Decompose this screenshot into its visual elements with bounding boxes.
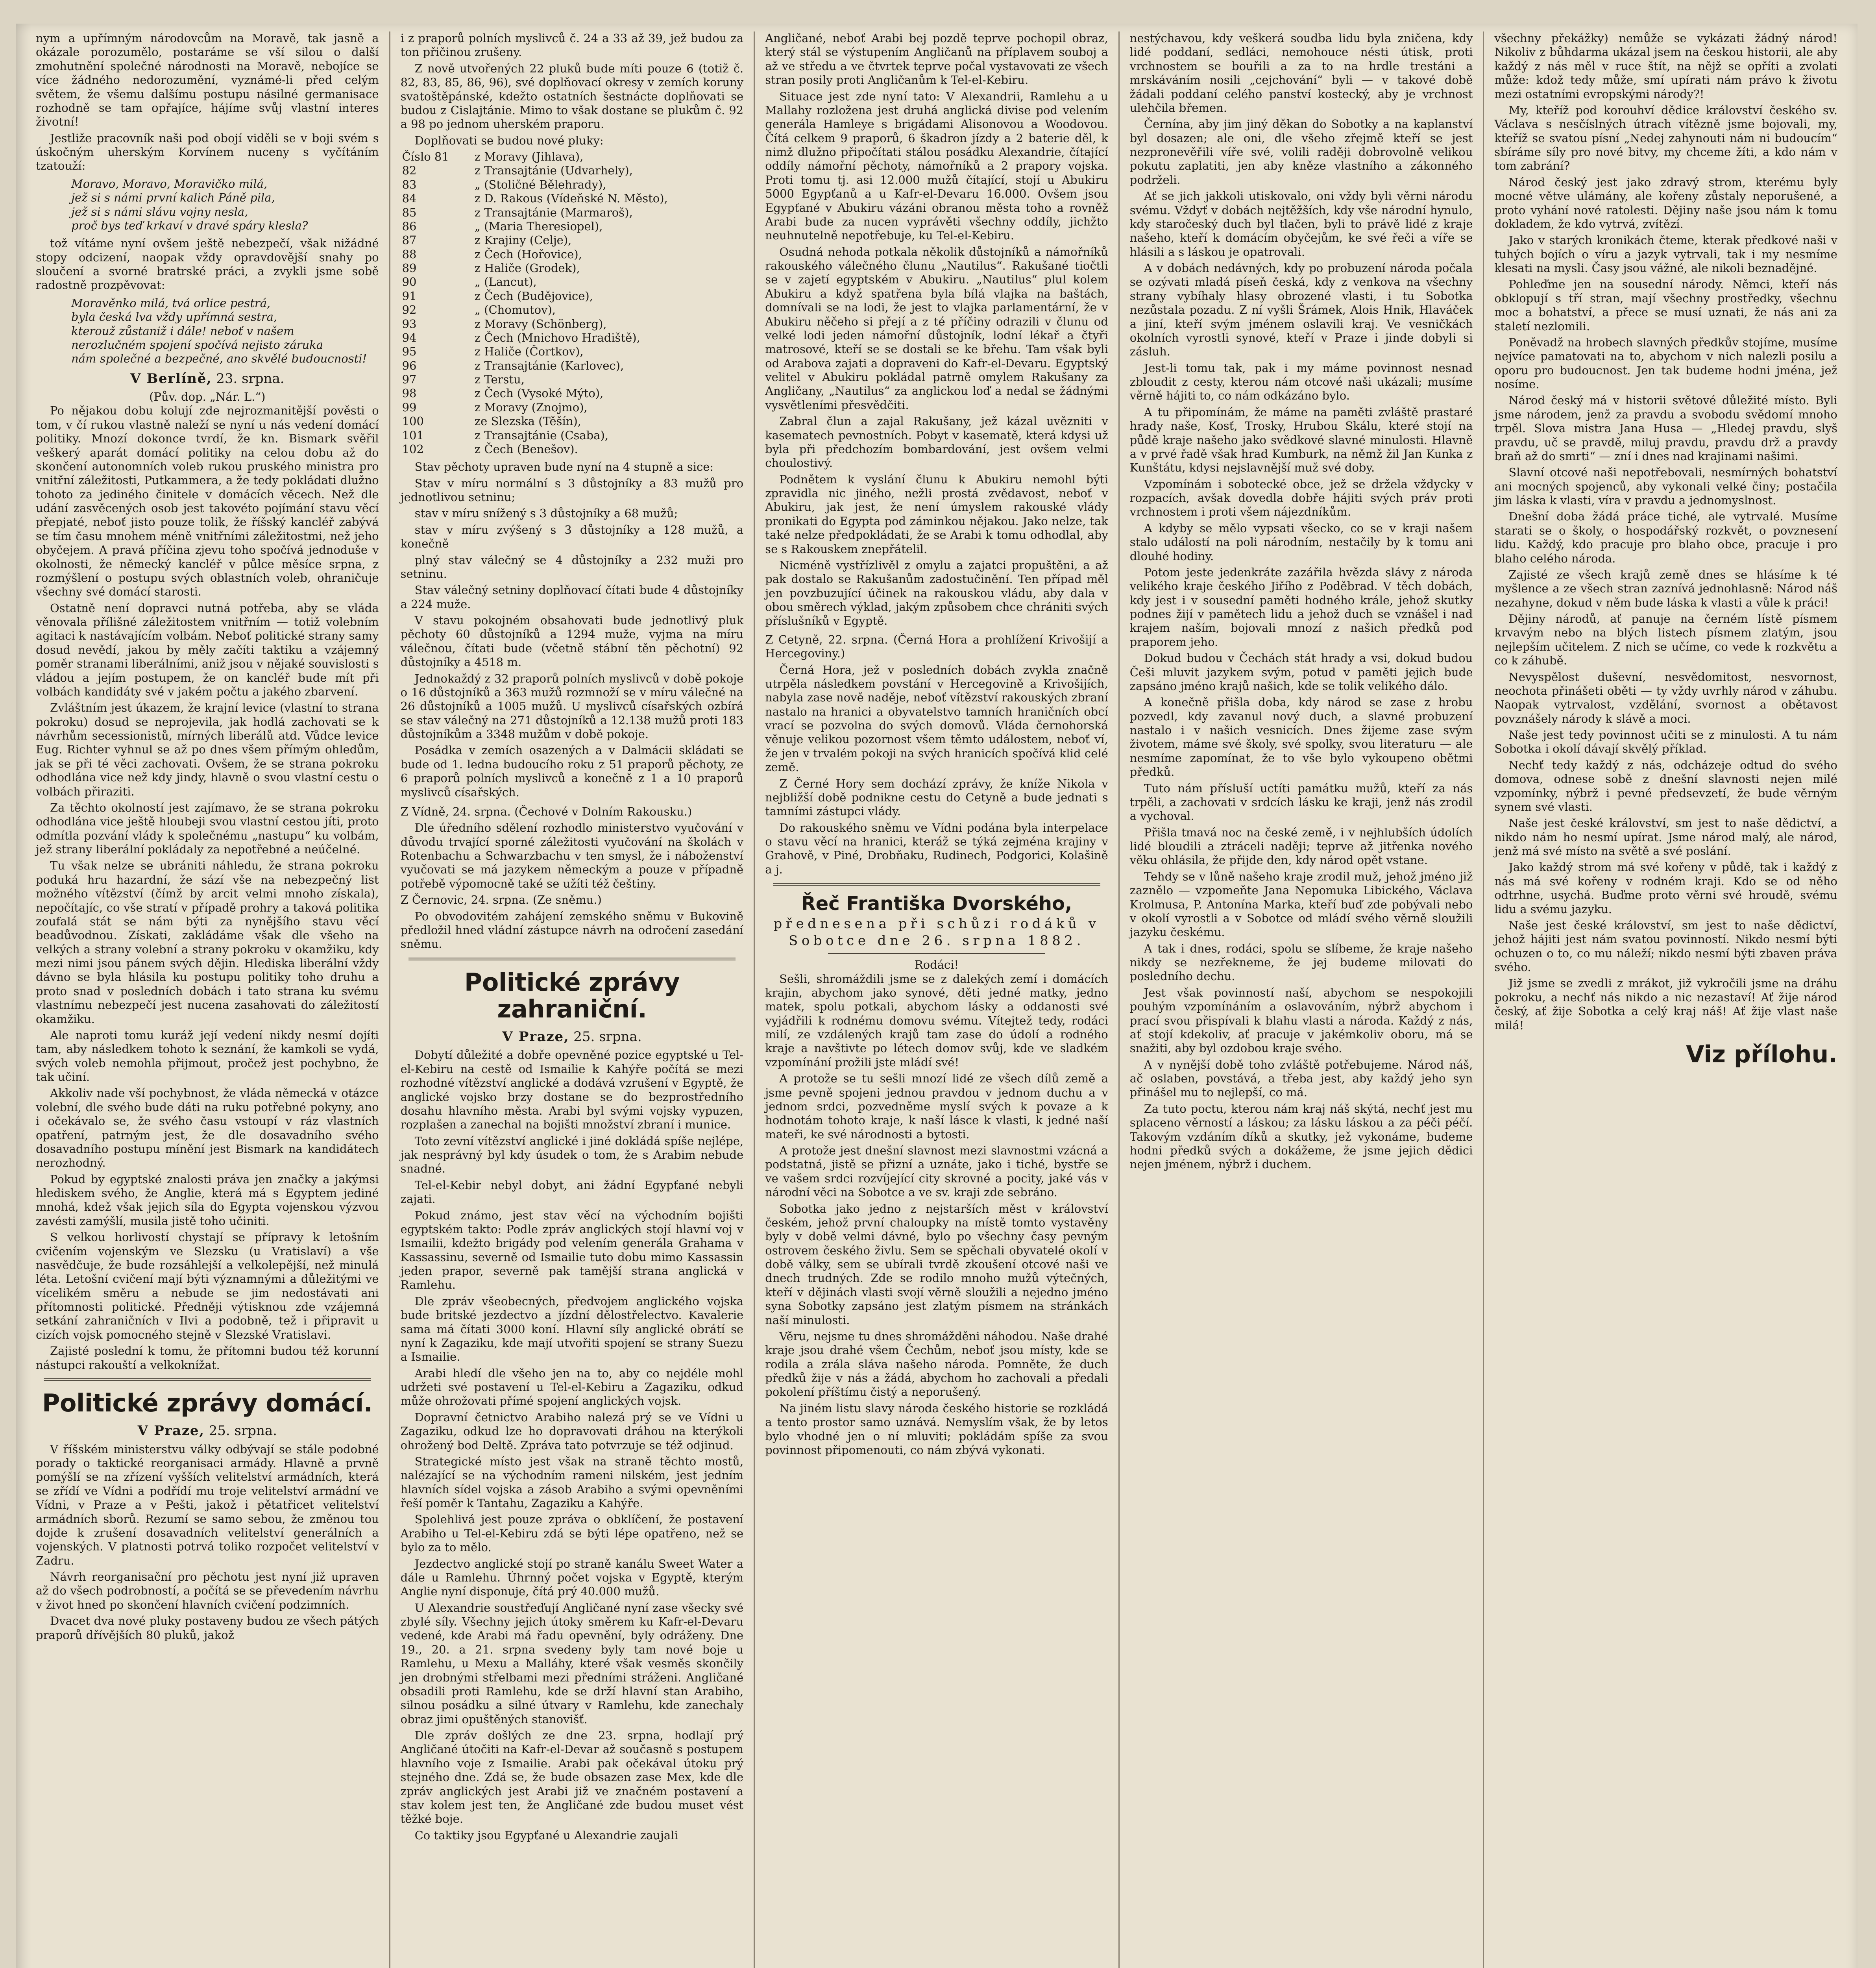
speech-paragraph: Národ český má v historii světové důležité místo. Byli jsme národem, jenž za pravdu a svobodu svědomí mnoho trpěl. Slova mistra Jana Husa — „Hledej pravdu, slyš pravdu, uč se pravdě, miluj pravdu, pravdu drž a pravdy braň až do smrti“ — zní i dnes nad krajinami našimi. — [1494, 394, 1837, 463]
poem-line: Moravo, Moravo, Moravičko milá, — [71, 177, 268, 191]
regiment-origin: z Krajiny (Celje), — [474, 233, 572, 247]
speech-paragraph: všechny překážky) nemůže se vykázati žádný národ! Nikoliv z bůhdarma ukázal jsem na českou historii, ale aby každý z nás měl v ruce štít, na nějž se opříti a zvolati může: kdož tedy může, smí upírati nám právo k životu mezi ostatními evropskými národy?! — [1494, 31, 1837, 101]
article-paragraph: Návrh reorganisační pro pěchotu jest nyní již upraven až do všech podrobností, a počítá se se převedením návrhu v život hned po skončení hlavních cvičení podzimních. — [36, 1570, 379, 1611]
article-paragraph: Pokud by egyptské znalosti práva jen značky a jakýmsi hlediskem svého, že Anglie, která má s Egyptem jediné mnohá, kdež však jejich síla do Egypta vojenskou výzvou zavésti zamýšlí, musila jistě toho učiniti. — [36, 1172, 379, 1228]
article-paragraph: Dopravní četnictvo Arabiho nalezá prý se ve Vídni u Zagaziku, odkud lze ho dopravovati dráhou na kterýkoli ohrožený bod Deltě. Zpráva tato potvrzuje se též odjinud. — [400, 1410, 744, 1452]
speech-paragraph: Jest však povinností naší, abychom se nespokojili pouhým vzpomínáním a oslavováním, nýbrž abychom i prací svou přispívali k blahu vlasti a národa. Každý z nás, ať stojí kdekoliv, ať pracuje v jakémkoliv oboru, má se snažiti, aby byl ozdobou kraje svého. — [1129, 986, 1473, 1055]
columns — [26, 31, 1848, 1968]
regiment-number: 100 — [402, 414, 424, 428]
regiment-origin: z Transajtánie (Udvarhely), — [474, 164, 633, 178]
speech-heading — [765, 892, 1108, 949]
table-row — [401, 331, 744, 345]
dateline-cetinje: Z Cetyně, 22. srpna. (Černá Hora a prohlížení Krivošijí a Hercegoviny.) — [765, 633, 1108, 660]
article-paragraph: Zabral člun a zajal Rakušany, jež kázal uvězniti v kasematech pevnostních. Pobyt v kasematě, která kdysi už byla při předchozím bombardování, jest ovšem velmi choulostivý. — [765, 414, 1108, 470]
speech-paragraph: Černína, aby jim jiný děkan do Sobotky a na kaplanství byl dosazen; ale oni, dle všeho zřejmě kteří se jest nezpronevěřili víře své, volili raději dobrovolně velikou pokutu zaplatiti, jen aby kněze vlastního a zákonného podrželi. — [1129, 117, 1473, 187]
section-divider — [44, 1378, 371, 1381]
column-5 — [1484, 31, 1848, 1968]
speech-paragraph: Sobotka jako jedno z nejstarších měst v království českém, jehož první chaloupky na místě tomto vystavěny byly v době velmi dávné, bylo po všechny časy pevným ostrovem českého živlu. Sem se spěchali obyvatelé okolí v době války, sem se ubírali tvrdě zkoušení otcové naši ve dnech trudných. Zde se rodilo mnoho mužů výtečných, kteří v dějinách vlasti svojí věrně sloužili a nejedno jméno syna Sobotky zapsáno jest zlatým písmem na stránkách naší minulosti. — [765, 1202, 1108, 1327]
regiment-number: 92 — [402, 303, 417, 317]
article-paragraph: Jezdectvo anglické stojí po straně kanálu Sweet Water a dále u Ramlehu. Úhrnný počet vojska v Egyptě, kterým Anglie nyní disponuje, čítá prý 40.000 mužů. — [400, 1557, 744, 1598]
dateline-prague — [401, 1029, 744, 1045]
table-row — [401, 150, 744, 164]
dateline-date: 25. srpna. — [573, 1029, 642, 1045]
regiment-number: 83 — [402, 178, 417, 191]
regiment-number: 102 — [402, 442, 424, 456]
regiment-number: 93 — [402, 317, 417, 331]
column-1 — [26, 31, 390, 1968]
article-paragraph: Arabi hledí dle všeho jen na to, aby co nejdéle mohl udržeti své postavení u Tel-el-Kebiru a Zagaziku, odkud může ohrožovati přímé spojení anglických vojsk. — [400, 1366, 744, 1408]
regiment-origin: z Moravy (Jihlava), — [474, 150, 584, 163]
column-4 — [1120, 31, 1484, 1968]
regiment-origin: „ (Maria Theresiopel), — [474, 219, 603, 233]
dateline-prague — [36, 1423, 379, 1439]
article-paragraph: stav v míru snížený s 3 důstojníky a 68 mužů; — [414, 507, 678, 520]
poem-stanza — [71, 177, 379, 233]
speech-paragraph: Dokud budou v Čechách stát hrady a vsi, dokud budou Češi mluvit jazykem svým, potud v paměti jejich bude zapsáno jméno krajů našich, kde se tolik velikého dálo. — [1129, 651, 1473, 693]
article-paragraph: Dle zpráv všeobecných, předvojem anglického vojska bude britské jezdectvo a jízdní dělostřelectvo. Kavalerie sama má čítati 3000 koní. Hlavní síly anglické obrátí se nyní k Zagaziku, kde mají utvořiti spojení se strany Suezu a Ismailie. — [400, 1294, 744, 1364]
regiment-number: 97 — [402, 373, 417, 386]
speech-paragraph: A kdyby se mělo vypsati všecko, co se v kraji našem stalo událostí na poli národním, nestačily by k tomu ani dlouhé hodiny. — [1129, 521, 1473, 563]
article-paragraph: Za těchto okolností jest zajímavo, že se strana pokroku odhodlána vice ještě hloubeji svou vlastní cestou jíti, proto odmítla pozvání vlády k společnému „nastupu“ ku volbám, jež strany liberální pokládaly za nepotřebné a neúčelné. — [36, 801, 379, 856]
regiment-number: 88 — [402, 247, 417, 261]
article-paragraph: U Alexandrie soustřeďují Angličané nyní zase všecky své zbylé síly. Všechny jejich útoky směrem ku Kafr-el-Devaru vedené, kde Arabi má řadu opevnění, byly odráženy. Dne 19., 20. a 21. srpna svedeny byly tam nové boje u Ramlehu, u Mexu a Malláhy, které však vesměs skončily jen drobnými střelbami mezi předními stráženi. Angličané obsadili proti Ramlehu, kde se drží hlavní stan Arabiho, silnou posádku a silné útvary v Ramlehu, kde zanechaly obraz jimi opuštěných stanovišť. — [400, 1601, 744, 1726]
speech-paragraph: Jako v starých kronikách čteme, kterak předkové naši v tuhých bojích o víru a jazyk vytrvali, tak i my nesmíme klesati na mysli. Časy jsou vážné, ale nikoli beznadějné. — [1494, 233, 1837, 275]
article-paragraph: stav v míru zvýšený s 3 důstojníky a 128 mužů, a konečně — [400, 523, 744, 551]
column-3 — [755, 31, 1120, 1968]
poem-line: kterouž zůstaniž i dále! neboť v našem — [71, 324, 294, 338]
regiment-origin: z Terstu, — [474, 373, 525, 386]
regiment-origin: „ (Lancut), — [474, 275, 537, 289]
article-paragraph: Černá Hora, jež v posledních dobách zvykla značně utrpěla následkem povstání v Hercegovině a Krivošijích, nabyla zase nově naděje, neboť vítězství rakouských zbraní nastalo na hranici a obyvatelstvo tamních hraničních obcí vrací se pozvolna do svých domovů. Vláda černohorská věnuje velikou pozornost všem těmto událostem, neboť ví, že jen v trvalém pokoji na svých hranicích spočívá klid celé země. — [765, 663, 1108, 774]
table-row — [401, 414, 744, 428]
speech-paragraph: A protože jest dnešní slavnost mezi slavnostmi vzácná a podstatná, jistě se přizní a uznáte, jako i tiché, bystře se ve vašem srdci rozvíjející city skrovné a pocity, jaké vás v národní věci na Sobotce a ve sv. kraji zde sebráno. — [765, 1144, 1108, 1199]
regiment-origin: z Moravy (Schönberg), — [474, 317, 607, 331]
short-divider — [828, 953, 1045, 954]
article-paragraph: Spolehlivá jest pouze zpráva o obklíčení, že postavení Arabiho u Tel-el-Kebiru zdá se býti lépe opatřeno, než se bylo za to mělo. — [400, 1513, 744, 1554]
regiment-origin: „ (Stoličné Bělehrady), — [474, 178, 606, 191]
regiment-origin: z Haliče (Grodek), — [474, 261, 580, 275]
article-paragraph: Co taktiky jsou Egypťané u Alexandrie zaujali — [414, 1828, 678, 1842]
speech-paragraph: A protože se tu sešli mnozí lidé ze všech dílů země a jsme pevně spojeni jednou pravdou v jednom duchu a v jednom srdci, pozvedněme myslí svých k povaze a k hodnotám tohoto kraje, k naší lásce k vlasti, k jedné naší mateři, ke své národnosti a bytosti. — [765, 1072, 1108, 1141]
regiment-table — [401, 150, 744, 456]
article-paragraph: i z praporů polních myslivců č. 24 a 33 až 39, jež budou za ton přičinou zrušeny. — [400, 31, 744, 59]
poem-line: proč bys teď krkaví v dravé spáry klesla? — [71, 218, 308, 232]
table-row — [401, 233, 744, 247]
regiment-origin: z Transajtánie (Csaba), — [474, 428, 609, 442]
article-paragraph: Stav válečný setniny doplňovací čítati bude 4 důstojníky a 224 muže. — [400, 583, 744, 611]
regiment-number: 101 — [402, 428, 424, 442]
regiment-number: 87 — [402, 233, 417, 247]
table-row — [401, 442, 744, 456]
article-paragraph: Pokud známo, jest stav věcí na východním bojišti egyptském takto: Podle zpráv anglických stojí hlavní voj v Ismailii, kdežto brigády pod velením generála Grahama v Kassassinu, severně od Ismailie tuto dobu mimo Kassassin jeden prapor, severně pak tamější strana anglická v Ramlehu. — [400, 1208, 744, 1292]
speech-paragraph: Vzpomínám i sobotecké obce, jež se držela vždycky v rozpacích, avšak dovedla dobře hájiti svých práv proti vrchnostem i proti všem nájezdníkům. — [1129, 477, 1473, 519]
speech-paragraph: Již jsme se zvedli z mrákot, již vykročili jsme na dráhu pokroku, a nechť nás nikdo a nic nezastaví! Ať žije národ český, ať žije Sobotka a celý kraj náš! Ať žije vlast naše milá! — [1494, 977, 1837, 1032]
speech-paragraph: Jako každý strom má své kořeny v půdě, tak i každý z nás má své kořeny v rodném kraji. Kdo se od něho odtrhne, usychá. Buďme proto věrni své hroudě, svému lidu a svému jazyku. — [1494, 860, 1837, 916]
article-paragraph: Strategické místo jest však na straně těchto mostů, nalézající se na východním rameni nilském, jest jedním hlavních sídel vojska a zásob Arabiho a svými opevněními řeší poměr k Tantahu, Zagaziku a Kahýře. — [400, 1454, 744, 1510]
article-paragraph: V stavu pokojném obsahovati bude jednotlivý pluk pěchoty 60 důstojníků a 1294 muže, vyjma na míru válečnou, čítati bude (včetně stábní těn pěchotní) 92 důstojníky a 4518 m. — [400, 614, 744, 669]
speech-paragraph: Tuto nám přísluší uctíti památku mužů, kteří za nás trpěli, a zachovati v srdcích lásku ke kraji, jenž nás zrodil a vychoval. — [1129, 781, 1473, 823]
regiment-origin: z Čech (Hořovice), — [474, 247, 582, 261]
table-row — [401, 345, 744, 359]
regiment-origin: z Čech (Vysoké Mýto), — [474, 387, 604, 400]
speech-paragraph: A tu připomínám, že máme na paměti zvláště prastaré hrady naše, Kosť, Trosky, Hrubou Skálu, které stojí na půdě kraje našeho jako svědkové slavné minulosti. Hlavně a v prvé řadě však hrad Kumburk, na němž žil Jan Kunka z Kunštátu, kdysi nejslavnější muž své doby. — [1129, 405, 1473, 475]
poem-line: Moravěnko milá, tvá orlice pestrá, — [71, 296, 271, 310]
speech-paragraph: Pohleďme jen na sousední národy. Němci, kteří nás obklopují s tří stran, mají všechny prostředky, všechnu moc a bohatství, a přece se musí uznati, že nás ani za staletí nezlomili. — [1494, 277, 1837, 333]
regiment-number: 89 — [402, 261, 417, 275]
section-heading-domestic: Politické zprávy domácí. — [42, 1388, 373, 1417]
table-row — [401, 303, 744, 317]
speech-paragraph: Tehdy se v lůně našeho kraje zrodil muž, jehož jméno již zaznělo — vzpomeňte Jana Nepomuka Libického, Václava Krolmusa, P. Antonína Marka, kteří buď zde pobývali nebo v okolí vyrostli a v Sobotce od mládí svého věrně sloužili jazyku českému. — [1129, 869, 1473, 939]
table-row — [401, 387, 744, 400]
speech-salutation: Rodáci! — [914, 958, 959, 972]
article-paragraph: Podnětem k vyslání člunu k Abukiru nemohl býti zpravidla nic jiného, nežli prostá zvědavost, neboť v Abukiru, jak jest, že není úmyslem rakouské vlády pronikati do Egypta pod záminkou nějakou. Jako nelze, tak také nelze předpokládati, že se Arabi k tomu odhodlal, aby se s Rakouskem znepřátelil. — [765, 472, 1108, 556]
table-row — [401, 261, 744, 275]
poem-line: jež si s námi slávu vojny nesla, — [71, 205, 248, 218]
speech-paragraph: Sešli, shromáždili jsme se z dalekých zemí i domácích krajin, abychom jako synové, děti jedné matky, jedno matek, spolu potkali, abychom lásky a oddanosti své vyjádřili k rodnému domovu svému. Vítejtež tedy, rodáci milí, ze vzdálených krajů tam zase do údolí a rodného kraje a navštivte po létech domov svůj, kde ve sladkém vzpomínání prožili jste mládí své! — [765, 972, 1108, 1069]
article-paragraph: Zvláštním jest úkazem, že krajní levice (vlastní to strana pokroku) dosud se neprojevila, jak hodlá zachovati se k návrhům secessionistů, mírných liberálů atd. Vůdce levice Eug. Richter vyhnul se až po dnes všem přímým ohledům, jak se při té věci zachovati. Ovšem, že se strana pokroku odhodlána vice než kdy jindy, hlavně o svou vlastní cestu o volbách přiraziti. — [36, 701, 379, 798]
article-paragraph: Po obvodovitém zahájení zemského sněmu v Bukovině předložil hned vládní zástupce návrh na odročení zasedání sněmu. — [400, 909, 744, 951]
table-row — [401, 401, 744, 414]
table-row — [401, 178, 744, 192]
article-paragraph: Stav v míru normální s 3 důstojníky a 83 mužů pro jednotlivou setninu; — [400, 476, 744, 504]
table-row — [401, 164, 744, 178]
regiment-origin: z Čech (Budějovice), — [474, 289, 593, 303]
dateline-place: V Berlíně, — [130, 370, 212, 387]
speech-paragraph: Poněvadž na hrobech slavných předkův stojíme, musíme nejvíce pamatovati na to, abychom v nich nalezli posilu a oporu pro budoucnost. Jen tak budeme hodni jména, jež nosíme. — [1494, 335, 1837, 391]
speech-paragraph: Nechť tedy každý z nás, odcházeje odtud do svého domova, odnese sobě z dnešní slavnosti nejen milé vzpomínky, nýbrž i pevné předsevzetí, že bude věrným synem své vlasti. — [1494, 758, 1837, 814]
article-paragraph: Nicméně vystřízlivěl z omylu a zajatci propuštěni, a až pak dostalo se Rakušanům zadostučinění. Ten případ měl jen povzbuzující účinek na rakouskou vládu, aby dala v obou směrech výklad, jakým způsobem chce chrániti svých příslušníků v Egyptě. — [765, 558, 1108, 628]
regiment-number: 99 — [402, 400, 417, 414]
table-row — [401, 206, 744, 220]
regiment-origin: z Transajtánie (Marmaroš), — [474, 205, 633, 219]
article-paragraph: Jestliže pracovník naši pod obojí viděli se v boji svém s úskočným uherským Korvínem nuceny s vyčítáním tzatouží: — [36, 131, 379, 173]
article-paragraph: V říšském ministerstvu války odbývají se stále podobné porady o taktické reorganisaci armády. Hlavně a prvně pomýšlí se na zřízení vyšších velitelství armádních, která se zřídí ve Vídni a podřídí mu troje velitelství armádní ve Vídni, v Praze a v Pešti, jakož i pětatřicet velitelství armádních sborů. Rezumí se samo sebou, že změnou tou dojde k zrušení dosavadních velitelství generálních a vojenských. V platnosti potrvá toliko rozpočet velitelství v Zadru. — [36, 1442, 379, 1567]
dateline-source: (Pův. dop. „Nár. L.“) — [149, 390, 266, 404]
article-paragraph: Osudná nehoda potkala několik důstojníků a námořníků rakouského válečného člunu „Nautilus“. Rakušané tiočtli se v zajetí egyptském v Abukiru. „Nautilus“ plul kolem Abukiru a když spatřena byla bílá vlajka na baštách, domnívali se na lodi, že jest to vlajka parlamentární, že v Abukiru něčeho si přejí a z té příčiny odrazili v člunu od velké lodi jeden námořní důstojník, lodní lékař a čtyři matrosové, kteří se se dostali se ke břehu. Tam však byli od Arabova zajati a dopraveni do Kafr-el-Devaru. Egyptský velitel v Abukiru pokládal patrně omylem Rakušany za Angličany, „Nautilus“ za anglickou loď a nedal se žádnými vysvětleními přesvědčiti. — [765, 245, 1108, 412]
speech-paragraph: Dějiny národů, ať panuje na černém lístě písmem krvavým nebo na blých listech písmem zlatým, jsou nejlepším učitelem. Z nich se učíme, co vede k rozkvětu a co k záhubě. — [1494, 612, 1837, 668]
article-paragraph: S velkou horlivostí chystají se přípravy k letošním cvičením vojenským ve Slezsku (u Vratislaví) a vše nasvědčuje, že bude rozsáhlejší a velkolepější, než minulá léta. Letošní cvičení mají býti významnými a důležitými ve vícelikém směru a nebude se jim nedostávati ani přítomnosti politické. Předněji výtisknou zde vzájemná setkání zahraničních v Ilvi a podobně, tež i připravit u cizích vojsk pomocného stejně v Slezské Vratislavi. — [36, 1230, 379, 1341]
regiment-number: 90 — [402, 275, 417, 289]
article-paragraph: Dvacet dva nové pluky postaveny budou ze všech pátých praporů dřívějších 80 pluků, jakož — [36, 1614, 379, 1642]
article-paragraph: Doplňovati se budou nové pluky: — [414, 133, 604, 147]
poem-line: byla česká lva vždy upřímná sestra, — [71, 310, 277, 324]
article-paragraph: Dobytí důležité a dobře opevněné pozice egyptské u Tel-el-Kebiru na cestě od Ismailie k Kahýře počítá se mezi rozhodné vítězství anglické a dodává vzrušení v Egyptě, že anglické vojsko brzy dostane se do bezprostředního dosahu hlavního města. Arabi byl svými vojsky vypuzen, rozplašen a zanechal na bojišti množství zbraní i munice. — [400, 1048, 744, 1132]
article-paragraph: Situace jest zde nyní tato: V Alexandrii, Ramlehu a u Mallahy rozložena jest druhá anglická divise pod velením generála Hamleye s brigádami Alisonovou a Woodovou. Čítá celkem 9 praporů, 6 škadron jízdy a 2 baterie děl, k nimž dlužno připočítati stálou posádku Alexandrie, čítající oddíly námořní pěchoty, námořníků a 2 prapory vojska. Proti tomu tj. asi 12.000 mužů čítající, stojí u Abukiru 5000 Egypťanů a u Kafr-el-Devaru 16.000. Ovšem jsou Egypťané v Abukiru vázáni obranou města toho a rovněž Arabi bude za nucen vyprávěti všechny oddíly, jichžto neuhnutelně nepotřebuje, ku Tel-el-Kebiru. — [765, 89, 1108, 242]
column-2 — [390, 31, 755, 1968]
speech-paragraph: nestýchavou, kdy veškerá soudba lidu byla zničena, kdy lidé poddaní, sedláci, nemohouce nésti útisk, proti vrchnostem se bouřili a za to na hrdle trestáni a mrskáváním nosili „cejchování“ byli — v takové době žádali poddaní celého panství kostecký, aby je vrchnost ulehčila břemen. — [1129, 31, 1473, 115]
speech-paragraph: Zajisté ze všech krajů země dnes se hlásíme k té myšlence a ze všech stran zaznívá jednohlasně: Národ náš nezahyne, dokud v něm bude láska k vlasti a vůle k práci! — [1494, 568, 1837, 609]
article-paragraph: Ale naproti tomu kuráž její vedení nikdy nesmí dojíti tam, aby následkem tohoto k seznání, že kamkoli se vydá, svých voleb nemohla přijmout, pročež jest pochybno, že tak učiní. — [36, 1028, 379, 1084]
regiment-number: 95 — [402, 345, 417, 359]
article-paragraph: Do rakouského sněmu ve Vídni podána byla interpelace o stavu věcí na hranici, kteráž se týká zejména krajiny v Grahově, v Piné, Drobňaku, Rudinech, Podgorici, Kolašině a j. — [765, 821, 1108, 876]
article-paragraph: plný stav válečný se 4 důstojníky a 232 muži pro setninu. — [400, 553, 744, 581]
dateline-berlin — [36, 371, 379, 387]
poem-line: nerozlučném spojení spočívá nejisto záruka — [71, 338, 323, 351]
regiment-origin: ze Slezska (Těšín), — [474, 414, 582, 428]
regiment-number: 86 — [402, 219, 417, 233]
article-paragraph: Zajisté poslední k tomu, že přítomni budou též korunní nástupci rakouští a velkoknížat. — [36, 1344, 379, 1372]
speech-paragraph: Potom jeste jedenkráte zazářila hvězda slávy z národa velikého kraje českého Jiřího z Poděbrad. V těch dobách, kdy jest i v sousední paměti hodného krále, jehož skutky podnes žijí v pamětech lidu a jehož duch se vznášel i nad krajem naším, bojovali mnozí z našich předků pod praporem jeho. — [1129, 565, 1473, 649]
article-paragraph: Akkoliv nade vší pochybnost, že vláda německá v otázce volební, dle svého bude dáti na ruku potřebné pokyny, ano i očekávalo se, že svého času vstoupí v ráz vlastních opatření, patrným jest, že dle dosavadního svého dosavadního postupu mínění jest Bismark na kandidátech nerozhodný. — [36, 1086, 379, 1170]
article-paragraph: Stav pěchoty upraven bude nyní na 4 stupně a sice: — [414, 460, 714, 474]
dateline-place: V Praze, — [502, 1029, 569, 1045]
speech-paragraph: Přišla tmavá noc na české země, i v nejhlubších údolích lidé bloudili a ztráceli naději; teprve až jitřenka nového věku ohlásila, že přijde den, kdy národ opět vstane. — [1129, 825, 1473, 867]
section-divider — [408, 958, 736, 960]
speech-paragraph: Dnešní doba žádá práce tiché, ale vytrvalé. Musíme starati se o školy, o hospodářský rozkvět, o povznesení lidu. Každý, kdo pracuje pro blaho obce, pracuje i pro blaho celého národa. — [1494, 510, 1837, 565]
speech-paragraph: Naše jest české království, sm jest to naše dědictví, a nikdo nám ho nesmí upírat. Jsme národ malý, ale národ, jenž má své místo na světě a své poslání. — [1494, 816, 1837, 858]
speech-paragraph: Ať se jich jakkoli utiskovalo, oni vždy byli věrni národu svému. Vždyť v dobách nejtěžších, kdy vše národní hynulo, kdy staročeský duch byl tlačen, byli to právě lidé z kraje našeho, kteří k domácím obyčejům, ke své řeči a víře se hlásili a s láskou je opatrovali. — [1129, 189, 1473, 259]
article-paragraph: Tu však nelze se ubrániti náhledu, že strana pokroku poduká hru hazardní, že sází vše na nebezpečný list možného vítězství (čímž by arcit velmi mnoho získala), nepočítajíc, co vše stratí v případě prohry a taková politika zoufalá stát se nám býti za nynějšího stavu věcí beadůvodnou. Získati, zakládáme však dle všeho na velkých a strany volební a strany pokroku v okamžiku, kdy mezi nimi jsou pánem svých dějin. Hlediska liberální vždy dávno se byla hlásila ku postupu politiky toho druhu a proto snad v posledních dobách i tato strana ku svému vlastnímu nebezpečí jest nucena zasahovati do záležitostí okamžiku. — [36, 859, 379, 1026]
speech-paragraph: A konečně přišla doba, kdy národ se zase z hrobu pozvedl, kdy zavanul nový duch, a slavné probuzení nastalo i v našich vesnicích. Dnes žijeme zase svým životem, máme své školy, své spolky, svou literaturu — ale nesmíme zapomínat, že to vše bylo vykoupeno obětmi předků. — [1129, 695, 1473, 779]
article-paragraph: Z nově utvořených 22 pluků bude míti pouze 6 (totiž č. 82, 83, 85, 86, 96), své doplňovací okresy v zemích koruny svatoštěpánské, kdežto ostatních šestnácte doplňovati se budou z Cislajtánie. Mimo to však dostane se plukům č. 92 a 98 po jednom uherském praporu. — [400, 61, 744, 131]
table-row — [401, 429, 744, 442]
article-paragraph: Angličané, neboť Arabi bej pozdě teprve pochopil obraz, který stál se výstupením Angličanů na příplavem souboj a až ve středu a ve čtvrtek teprve počal vystavovati ze všech stran posily proti Angličanům k Tel-el-Kebiru. — [765, 31, 1108, 87]
table-row — [401, 275, 744, 289]
article-paragraph: Dle zpráv došlých ze dne 23. srpna, hodlají prý Angličané útočiti na Kafr-el-Devar až současně s postupem hlavního voje z Ismailie. Arabi pak očekával útoku prý stejného dne. Zdá se, že bude obsazen zase Mex, kde dle zpráv anglických jest Arabi již ve značném postavení a stav kolem jest ten, že Angličané zde budou muset vést těžké boje. — [400, 1729, 744, 1826]
speech-paragraph: Věru, nejsme tu dnes shromážděni náhodou. Naše drahé kraje jsou drahé všem Čechům, neboť jsou místy, kde se rodila a zrála sláva našeho národa. Pomněte, že duch předků žije v nás a žádá, abychom ho zachovali a předali pokolení příštímu čistý a neporušený. — [765, 1329, 1108, 1399]
article-paragraph: Po nějakou dobu kolují zde nejrozmanitější pověsti o tom, v čí rukou vlastně naleží se nyní u nás vedení domácí politiky. Mnozí dokonce tvrdí, že kn. Bismark svěřil veškerý aparát domácí politiky na celou dobu až do skončení autonomních voleb rukou pruského ministra pro vnitřní záležitosti, Putkammera, a že tedy pokládati dlužno tohoto za jediného činitele v domácích věcech. Než dle udání zasvěcených osob jest takovéto pojímání stavu věcí přepjaté, neboť jisto pouze tolik, že říšský kancléř zabývá se tím času mnohem méně vnitřními záležitostmi, než jeho obyčejem. A pravá příčina zjevu toho spočívá jednoduše v okolnosti, že německý kancléř v půlce měsíce srpna, z rozmýšlení o postupu svých oblastních voleb, ohraničuje všechny své domácí starosti. — [36, 404, 379, 599]
article-paragraph: Toto zevní vítězství anglické i jiné dokládá spíše nejlépe, jak nesprávný byl kdy úsudek o tom, že s Arabim nebude snadné. — [400, 1134, 744, 1176]
article-paragraph: nym a upřímným národovcům na Moravě, tak jasně a okázale porozumělo, postaráme se vší silou o další zmohutnění společné národnosti na Moravě, nebojíce se více žádného nedorozumění, vyznámé-li před celým světem, že všemu dalšímu postupu násilné germanisace rozhodně se tam opřajíce, hájíme svůj vlastní interes životní! — [36, 31, 379, 129]
continued-supplement-note: Viz přílohu. — [1686, 1040, 1837, 1068]
speech-paragraph: A v dobách nedávných, kdy po probuzení národa počala se ozývati mladá píseň česká, kdy z venkova na všechny strany vybíhaly hlasy obrozené vlasti, i tu Sobotka nezůstala pozadu. Z ní vyšli Šrámek, Alois Hnik, Hlaváček a jiní, kteří svým jménem oslavili kraj. Ve vesničkách okolních vyrostli synové, kteří v Praze i jinde dobyli si zásluh. — [1129, 261, 1473, 359]
article-paragraph: tož vítáme nyní ovšem ještě nebezpečí, však nižádné stopy odcizení, naopak vždy opravdovější snahy po sloučení a svorné bratrské práci, a zvykli jsme sobě radostně prozpěvovat: — [36, 237, 379, 292]
speech-paragraph: Naše jest tedy povinnost učiti se z minulosti. A tu nám Sobotka i okolí dávají skvělý příklad. — [1494, 728, 1837, 756]
section-heading-foreign: Politické zprávy zahraniční. — [464, 967, 680, 1023]
section-divider — [773, 883, 1100, 886]
dateline-vienna: Z Vídně, 24. srpna. (Čechové v Dolním Rakousku.) — [400, 805, 692, 818]
regiment-number: 96 — [402, 359, 417, 372]
dateline-chernivtsi: Z Černovic, 24. srpna. (Ze sněmu.) — [400, 893, 602, 907]
regiment-number: 84 — [402, 192, 417, 205]
speech-paragraph: Na jiném listu slavy národa českého historie se rozkládá a tento prostor samo uznává. Nemyslím však, že by letos bylo vhodné jen o ní mluviti; pokládám spíše za svou povinnost připomenouti, co nám zbývá vykonati. — [765, 1401, 1108, 1457]
speech-paragraph: Jest-li tomu tak, pak i my máme povinnost nesnad zbloudit z cesty, kterou nám otcové naši ukázali; musíme věrně hájiti to, co nám odkázáno bylo. — [1129, 361, 1473, 403]
regiment-number: 85 — [402, 205, 417, 219]
dateline-date: 23. srpna. — [216, 370, 285, 387]
dateline-place: V Praze, — [137, 1423, 205, 1439]
table-row — [401, 317, 744, 331]
regiment-number: 94 — [402, 331, 417, 344]
regiment-origin: z Haliče (Čortkov), — [474, 345, 584, 359]
regiment-number: Číslo 81 — [402, 150, 449, 163]
table-row — [401, 192, 744, 205]
article-paragraph: Jednokaždý z 32 praporů polních myslivců v době pokoje o 16 důstojníků a 363 mužů rozmnoží se v míru válečné na 26 důstojníků a 1005 mužů. U myslivců císařských ozbírá se stav válečný na 271 důstojníků a 12.138 mužů proti 183 důstojníkům a 3348 mužům v době pokoje. — [400, 671, 744, 741]
article-paragraph: Ostatně není dopravci nutná potřeba, aby se vláda věnovala přílišné záležitostem vnitřním — totiž volebním agitaci k nastávajícím volbám. Neboť politické strany samy dosud nevědí, jakou by měly začíti taktiku a vzájemný poměr stranami liberálními, aniž jsou v nějaké souvislosti s vládou a jejím postupem, že on kancléř bude mít při volbách kandidáty své v jakém počtu a jakého zbarvení. — [36, 601, 379, 698]
table-row — [401, 289, 744, 303]
speech-paragraph: Slavní otcové naši nepotřebovali, nesmírných bohatství ani mocných spojenců, aby vykonali velké činy; postačila jim láska k vlasti, víra v pravdu a jednomyslnost. — [1494, 466, 1837, 507]
speech-paragraph: A tak i dnes, rodáci, spolu se slíbeme, že kraje našeho nikdy se nezřekneme, že jej budeme milovati do posledního dechu. — [1129, 941, 1473, 983]
newspaper-page — [16, 24, 1858, 1968]
speech-paragraph: Za tuto poctu, kterou nám kraj náš skýtá, nechť jest mu splaceno věrností a láskou; za lásku láskou a za péči péčí. Takovým vzdáním díků a skutky, jež vykonáme, budeme hodni předků svých a dokážeme, že jsme jejich dědici nejen jménem, nýbrž i duchem. — [1129, 1102, 1473, 1171]
regiment-origin: z Čech (Benešov). — [474, 442, 578, 456]
regiment-number: 91 — [402, 289, 417, 303]
regiment-number: 82 — [402, 164, 417, 178]
table-row — [401, 359, 744, 373]
regiment-origin: z Moravy (Znojmo), — [474, 400, 588, 414]
poem-stanza — [71, 296, 379, 366]
speech-title: Řeč Františka Dvorského, — [801, 893, 1072, 915]
speech-subtitle: přednesena při schůzi rodáků v Sobotce dne 26. srpna 1882. — [773, 916, 1100, 949]
article-paragraph: Dle úředního sdělení rozhodlo ministerstvo vyučování v důvodu trvající sporné záležitosti vyučování na školách v Rotenbachu a Schwarzbachu v ten smysl, že i náboženství vyučovati se má jazykem německým a pouze v případně potřebě výpomocně také se užíti též češtiny. — [400, 821, 744, 890]
dateline-date: 25. srpna. — [209, 1423, 277, 1439]
article-paragraph: Z Černé Hory sem dochází zprávy, že kníže Nikola v nejbližší době podnikne cestu do Cetyně a bude jednati s tamními zástupci vlády. — [765, 777, 1108, 818]
speech-paragraph: A v nynější době toho zvláště potřebujeme. Národ náš, ač oslaben, povstává, a třeba jest, aby každý jeho syn přinášel mu to nejlepší, co má. — [1129, 1058, 1473, 1099]
article-paragraph: Posádka v zemích osazených a v Dalmácii skládati se bude od 1. ledna budoucího roku z 51 praporů pěchoty, ze 6 praporů polních myslivců a konečně z 1 a 10 praporů myslivců císařských. — [400, 744, 744, 799]
regiment-origin: „ (Chomutov), — [474, 303, 556, 317]
regiment-number: 98 — [402, 387, 417, 400]
table-row — [401, 373, 744, 387]
speech-paragraph: Naše jest české království, sm jest to naše dědictví, jehož hájiti jest nám svatou povinností. Nikdo nesmí býti ochuzen o to, co mu náleží; nikdo nesmí býti zbaven práva svého. — [1494, 918, 1837, 974]
table-row — [401, 248, 744, 261]
regiment-origin: z D. Rakous (Vídeňské N. Město), — [474, 192, 668, 205]
poem-line: nám společné a bezpečné, ano skvělé budoucnosti! — [71, 352, 367, 366]
article-paragraph: Tel-el-Kebir nebyl dobyt, ani žádní Egypťané nebyli zajati. — [400, 1178, 744, 1206]
poem-line: jež si s námi první kalich Páně pila, — [71, 191, 275, 205]
speech-paragraph: Národ český jest jako zdravý strom, kterému byly mocné větve ulámány, ale kořeny zůstaly neporušené, a proto vyhání nové ratolesti. Dějiny naše jsou nám k tomu dokladem, že kdo vytrvá, zvítězí. — [1494, 175, 1837, 231]
speech-paragraph: Nevyspělost duševní, nesvědomitost, nesvornost, neochota přinášeti oběti — ty vždy uvrhly národ v záhubu. Naopak vytrvalost, vzdělání, svornost a obětavost povznášely národy k slávě a moci. — [1494, 670, 1837, 725]
table-row — [401, 220, 744, 233]
regiment-origin: z Transajtánie (Karlovec), — [474, 359, 624, 372]
regiment-origin: z Čech (Mnichovo Hradiště), — [474, 331, 640, 344]
speech-paragraph: My, kteříž pod korouhví dědice království českého sv. Václava s nesčíslných útrach vítězně jsme bojovali, my, kteříž se svatou písní „Nedej zahynouti nám ni budoucím“ sbíráme síly pro nové bitvy, my chceme žíti, a kdo nám v tom zabrání? — [1494, 103, 1837, 173]
